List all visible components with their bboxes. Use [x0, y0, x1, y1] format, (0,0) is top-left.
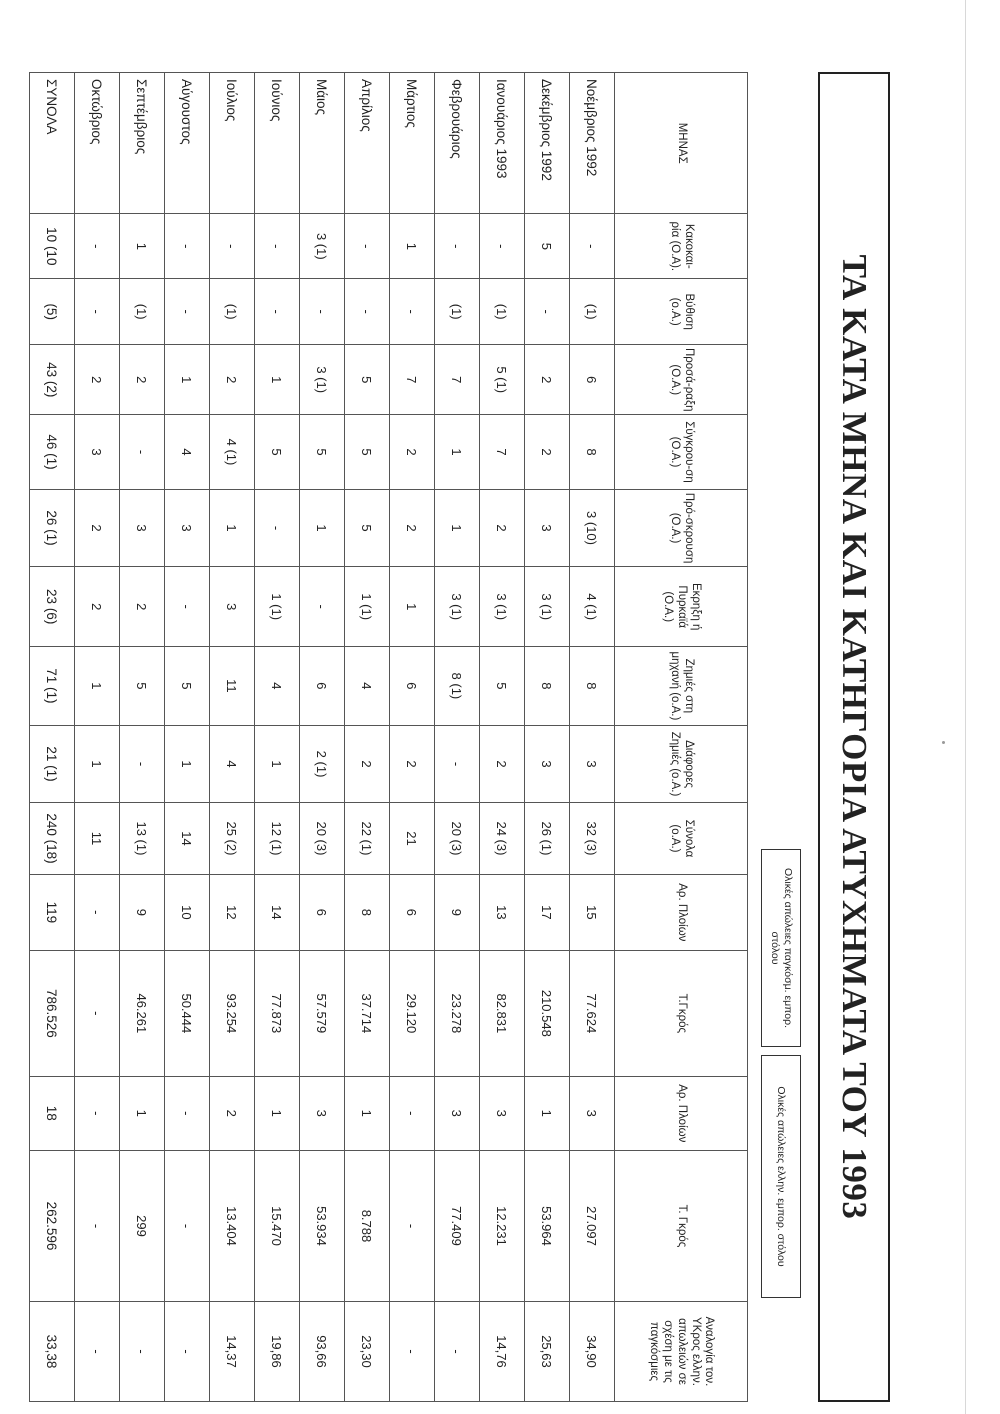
cell-collision: 4 (1)	[210, 415, 255, 489]
cell-world-ships: 12	[210, 874, 255, 951]
total-engine-damage: 71 (1)	[30, 647, 75, 726]
cell-greek-gt: -	[75, 1151, 120, 1302]
cell-misc-damage: 3	[525, 725, 570, 803]
cell-contact: 5	[345, 489, 390, 567]
table-body	[30, 73, 615, 1402]
cell-engine-damage: 1	[75, 647, 120, 726]
cell-total: 14	[165, 803, 210, 874]
cell-engine-damage: 8	[570, 647, 615, 726]
cell-total: 32 (3)	[570, 803, 615, 874]
cell-total: 12 (1)	[255, 803, 300, 874]
cell-world-gt: 210.548	[525, 951, 570, 1076]
cell-month: Σεπτέμβριος	[120, 73, 165, 214]
cell-world-gt: 37.714	[345, 951, 390, 1076]
cell-sinking: -	[165, 279, 210, 345]
cell-world-ships: 6	[300, 874, 345, 951]
cell-greek-gt: 77.409	[435, 1151, 480, 1302]
total-month: ΣΥΝΟΛΑ	[30, 73, 75, 214]
cell-grounding: 7	[435, 345, 480, 415]
total-greek-gt: 262.596	[30, 1151, 75, 1302]
cell-greek-gt: 53.934	[300, 1151, 345, 1302]
cell-total: 24 (3)	[480, 803, 525, 874]
header-storm: Κακοκαι-ρία (Ο.Α).	[615, 214, 748, 279]
cell-misc-damage: 1	[165, 725, 210, 803]
cell-ratio: -	[120, 1301, 165, 1401]
header-explosion-fire: Εκρηξη ή Πυρκαϊά (Ο.Α.)	[615, 567, 748, 647]
header-grounding: Προσά-ραξη (Ο.Α.)	[615, 345, 748, 415]
header-collision: Σύγκρου-ση (Ο.Α.)	[615, 415, 748, 489]
table-row	[390, 73, 435, 1402]
cell-world-ships: 14	[255, 874, 300, 951]
cell-contact: 3	[120, 489, 165, 567]
cell-world-ships: 9	[435, 874, 480, 951]
cell-month: Φεβρουάριος	[435, 73, 480, 214]
cell-greek-gt: 13.404	[210, 1151, 255, 1302]
cell-world-gt: 29.120	[390, 951, 435, 1076]
cell-greek-ships: -	[165, 1076, 210, 1150]
cell-grounding: 3 (1)	[300, 345, 345, 415]
cell-contact: 2	[480, 489, 525, 567]
cell-world-gt: 23.278	[435, 951, 480, 1076]
cell-greek-gt: 53.964	[525, 1151, 570, 1302]
cell-sinking: -	[75, 279, 120, 345]
cell-engine-damage: 5	[480, 647, 525, 726]
cell-engine-damage: 11	[210, 647, 255, 726]
cell-greek-gt: -	[390, 1151, 435, 1302]
header-total: Σύνολα (ο.Α.)	[615, 803, 748, 874]
header-sinking: Βύθιση (ο.Α.)	[615, 279, 748, 345]
cell-greek-gt: 12.231	[480, 1151, 525, 1302]
cell-contact: 3 (10)	[570, 489, 615, 567]
cell-world-ships: 6	[390, 874, 435, 951]
table-row	[165, 73, 210, 1402]
cell-explosion-fire: 3	[210, 567, 255, 647]
cell-month: Μάιος	[300, 73, 345, 214]
cell-ratio: 34,90	[570, 1301, 615, 1401]
cell-storm: 1	[390, 214, 435, 279]
cell-world-gt: 77.873	[255, 951, 300, 1076]
total-greek-ships: 18	[30, 1076, 75, 1150]
total-world-gt: 786.526	[30, 951, 75, 1076]
cell-collision: -	[120, 415, 165, 489]
cell-sinking: -	[345, 279, 390, 345]
cell-explosion-fire: 4 (1)	[570, 567, 615, 647]
cell-collision: 1	[435, 415, 480, 489]
cell-world-gt: 82.831	[480, 951, 525, 1076]
cell-ratio: 14,76	[480, 1301, 525, 1401]
cell-sinking: -	[300, 279, 345, 345]
cell-contact: 1	[435, 489, 480, 567]
cell-misc-damage: 1	[75, 725, 120, 803]
total-ratio: 33,38	[30, 1301, 75, 1401]
cell-month: Μάρτιος	[390, 73, 435, 214]
cell-greek-ships: 3	[480, 1076, 525, 1150]
cell-greek-ships: 3	[300, 1076, 345, 1150]
table-row	[300, 73, 345, 1402]
cell-explosion-fire: 1 (1)	[255, 567, 300, 647]
cell-ratio: -	[165, 1301, 210, 1401]
cell-engine-damage: 8 (1)	[435, 647, 480, 726]
cell-greek-ships: 2	[210, 1076, 255, 1150]
cell-greek-ships: 1	[345, 1076, 390, 1150]
table-row	[210, 73, 255, 1402]
cell-total: 21	[390, 803, 435, 874]
cell-sinking: -	[255, 279, 300, 345]
cell-month: Νοέμβριος 1992	[570, 73, 615, 214]
cell-month: Ιούνιος	[255, 73, 300, 214]
header-greek-gt: Τ. Γκρός	[615, 1151, 748, 1302]
cell-contact: 3	[165, 489, 210, 567]
cell-engine-damage: 8	[525, 647, 570, 726]
cell-grounding: 5	[345, 345, 390, 415]
cell-total: 11	[75, 803, 120, 874]
cell-greek-ships: 3	[570, 1076, 615, 1150]
cell-ratio: 23,30	[345, 1301, 390, 1401]
cell-greek-ships: 1	[120, 1076, 165, 1150]
cell-engine-damage: 6	[300, 647, 345, 726]
cell-storm: -	[75, 214, 120, 279]
cell-ratio: 14,37	[210, 1301, 255, 1401]
cell-collision: 4	[165, 415, 210, 489]
table-row	[480, 73, 525, 1402]
total-grounding: 43 (2)	[30, 345, 75, 415]
cell-world-gt: 93.254	[210, 951, 255, 1076]
cell-ratio: -	[390, 1301, 435, 1401]
table-header-row	[615, 73, 748, 1402]
cell-collision: 5	[300, 415, 345, 489]
cell-month: Ιούλιος	[210, 73, 255, 214]
rotated-page-content	[44, 72, 890, 1402]
total-collision: 46 (1)	[30, 415, 75, 489]
header-month: ΜΗΝΑΣ	[615, 73, 748, 214]
header-contact: Πρό-σκρουση (Ο.Α.)	[615, 489, 748, 567]
totals-row	[30, 73, 75, 1402]
cell-explosion-fire: 2	[120, 567, 165, 647]
cell-misc-damage: 4	[210, 725, 255, 803]
table-row	[120, 73, 165, 1402]
cell-storm: -	[345, 214, 390, 279]
cell-ratio: 19,86	[255, 1301, 300, 1401]
cell-grounding: 1	[165, 345, 210, 415]
page-edge	[965, 0, 966, 1414]
cell-engine-damage: 4	[255, 647, 300, 726]
cell-collision: 5	[345, 415, 390, 489]
total-misc-damage: 21 (1)	[30, 725, 75, 803]
header-world-gt: Τ.Γκρός	[615, 951, 748, 1076]
cell-grounding: 2	[210, 345, 255, 415]
header-ratio: Αναλογία τον. ΥΚρος ελλην. απωλειών σε σχέση με τις παγκόσμιες	[615, 1301, 748, 1401]
cell-grounding: 7	[390, 345, 435, 415]
cell-contact: -	[255, 489, 300, 567]
cell-grounding: 2	[120, 345, 165, 415]
cell-greek-gt: 299	[120, 1151, 165, 1302]
cell-sinking: -	[525, 279, 570, 345]
cell-world-ships: 13	[480, 874, 525, 951]
total-storm: 10 (10	[30, 214, 75, 279]
cell-ratio: -	[435, 1301, 480, 1401]
cell-explosion-fire: 1	[390, 567, 435, 647]
cell-world-gt: -	[75, 951, 120, 1076]
cell-storm: -	[435, 214, 480, 279]
cell-misc-damage: -	[120, 725, 165, 803]
cell-collision: 2	[525, 415, 570, 489]
cell-collision: 3	[75, 415, 120, 489]
cell-greek-gt: 15.470	[255, 1151, 300, 1302]
cell-contact: 2	[75, 489, 120, 567]
cell-storm: 5	[525, 214, 570, 279]
cell-contact: 1	[210, 489, 255, 567]
cell-explosion-fire: 1 (1)	[345, 567, 390, 647]
cell-total: 20 (3)	[435, 803, 480, 874]
cell-storm: -	[255, 214, 300, 279]
cell-contact: 2	[390, 489, 435, 567]
cell-storm: 3 (1)	[300, 214, 345, 279]
cell-explosion-fire: 2	[75, 567, 120, 647]
cell-greek-ships: -	[390, 1076, 435, 1150]
cell-collision: 5	[255, 415, 300, 489]
header-misc-damage: Διάφορες Ζημιές (ο.Α.)	[615, 725, 748, 803]
cell-storm: 1	[120, 214, 165, 279]
cell-world-ships: 8	[345, 874, 390, 951]
table-row	[570, 73, 615, 1402]
cell-sinking: (1)	[480, 279, 525, 345]
cell-grounding: 1	[255, 345, 300, 415]
cell-storm: -	[570, 214, 615, 279]
cell-grounding: 2	[525, 345, 570, 415]
group-header-world-losses: Ολικές απώλειες παγκόσμ. εμπορ. στόλου	[761, 849, 801, 1047]
cell-greek-gt: -	[165, 1151, 210, 1302]
cell-ratio: -	[75, 1301, 120, 1401]
cell-misc-damage: -	[435, 725, 480, 803]
cell-world-gt: 50.444	[165, 951, 210, 1076]
total-sinking: (5)	[30, 279, 75, 345]
cell-greek-ships: 1	[255, 1076, 300, 1150]
cell-explosion-fire: 3 (1)	[480, 567, 525, 647]
cell-misc-damage: 2	[480, 725, 525, 803]
cell-sinking: (1)	[120, 279, 165, 345]
cell-month: Δεκέμβριος 1992	[525, 73, 570, 214]
table-row	[435, 73, 480, 1402]
cell-contact: 3	[525, 489, 570, 567]
cell-month: Ιανουάριος 1993	[480, 73, 525, 214]
cell-collision: 7	[480, 415, 525, 489]
group-header-greek-losses: Ολικές απώλειες ελλην. εμπορ. στόλου	[761, 1055, 801, 1298]
cell-explosion-fire: 3 (1)	[525, 567, 570, 647]
cell-engine-damage: 6	[390, 647, 435, 726]
cell-explosion-fire: -	[300, 567, 345, 647]
total-total: 240 (18)	[30, 803, 75, 874]
cell-total: 13 (1)	[120, 803, 165, 874]
cell-sinking: (1)	[210, 279, 255, 345]
cell-engine-damage: 4	[345, 647, 390, 726]
cell-greek-ships: 3	[435, 1076, 480, 1150]
header-world-ships: Αρ. Πλοίων	[615, 874, 748, 951]
cell-explosion-fire: 3 (1)	[435, 567, 480, 647]
cell-month: Απρίλιος	[345, 73, 390, 214]
cell-total: 25 (2)	[210, 803, 255, 874]
cell-greek-ships: -	[75, 1076, 120, 1150]
cell-total: 22 (1)	[345, 803, 390, 874]
cell-sinking: -	[390, 279, 435, 345]
cell-ratio: 25,63	[525, 1301, 570, 1401]
cell-world-gt: 57.579	[300, 951, 345, 1076]
total-explosion-fire: 23 (6)	[30, 567, 75, 647]
cell-contact: 1	[300, 489, 345, 567]
table-row	[525, 73, 570, 1402]
page-title: ΤΑ ΚΑΤΑ ΜΗΝΑ ΚΑΙ ΚΑΤΗΓΟΡΙΑ ΑΤΥΧΗΜΑΤΑ ΤΟΥ 1993	[818, 72, 890, 1402]
cell-explosion-fire: -	[165, 567, 210, 647]
cell-greek-gt: 8.788	[345, 1151, 390, 1302]
cell-total: 20 (3)	[300, 803, 345, 874]
table-row	[255, 73, 300, 1402]
cell-storm: -	[165, 214, 210, 279]
scan-speck	[942, 741, 945, 744]
cell-sinking: (1)	[570, 279, 615, 345]
cell-engine-damage: 5	[165, 647, 210, 726]
cell-month: Οκτώβριος	[75, 73, 120, 214]
cell-world-ships: 17	[525, 874, 570, 951]
cell-misc-damage: 2 (1)	[300, 725, 345, 803]
table-row	[345, 73, 390, 1402]
cell-greek-ships: 1	[525, 1076, 570, 1150]
table-row	[75, 73, 120, 1402]
cell-world-ships: 15	[570, 874, 615, 951]
cell-greek-gt: 27.097	[570, 1151, 615, 1302]
header-greek-ships: Αρ. Πλοίων	[615, 1076, 748, 1150]
cell-grounding: 2	[75, 345, 120, 415]
accidents-table	[29, 72, 748, 1402]
cell-storm: -	[480, 214, 525, 279]
cell-misc-damage: 1	[255, 725, 300, 803]
cell-world-gt: 77.624	[570, 951, 615, 1076]
cell-sinking: (1)	[435, 279, 480, 345]
cell-grounding: 5 (1)	[480, 345, 525, 415]
header-engine-damage: Ζημιές στη μηχανή (ο.Α.)	[615, 647, 748, 726]
cell-storm: -	[210, 214, 255, 279]
cell-month: Αύγουστος	[165, 73, 210, 214]
cell-total: 26 (1)	[525, 803, 570, 874]
cell-engine-damage: 5	[120, 647, 165, 726]
cell-misc-damage: 2	[390, 725, 435, 803]
cell-misc-damage: 3	[570, 725, 615, 803]
cell-world-gt: 46.261	[120, 951, 165, 1076]
cell-misc-damage: 2	[345, 725, 390, 803]
cell-world-ships: 9	[120, 874, 165, 951]
cell-grounding: 6	[570, 345, 615, 415]
cell-collision: 2	[390, 415, 435, 489]
total-contact: 26 (1)	[30, 489, 75, 567]
cell-collision: 8	[570, 415, 615, 489]
cell-world-ships: -	[75, 874, 120, 951]
cell-world-ships: 10	[165, 874, 210, 951]
cell-ratio: 93,66	[300, 1301, 345, 1401]
total-world-ships: 119	[30, 874, 75, 951]
